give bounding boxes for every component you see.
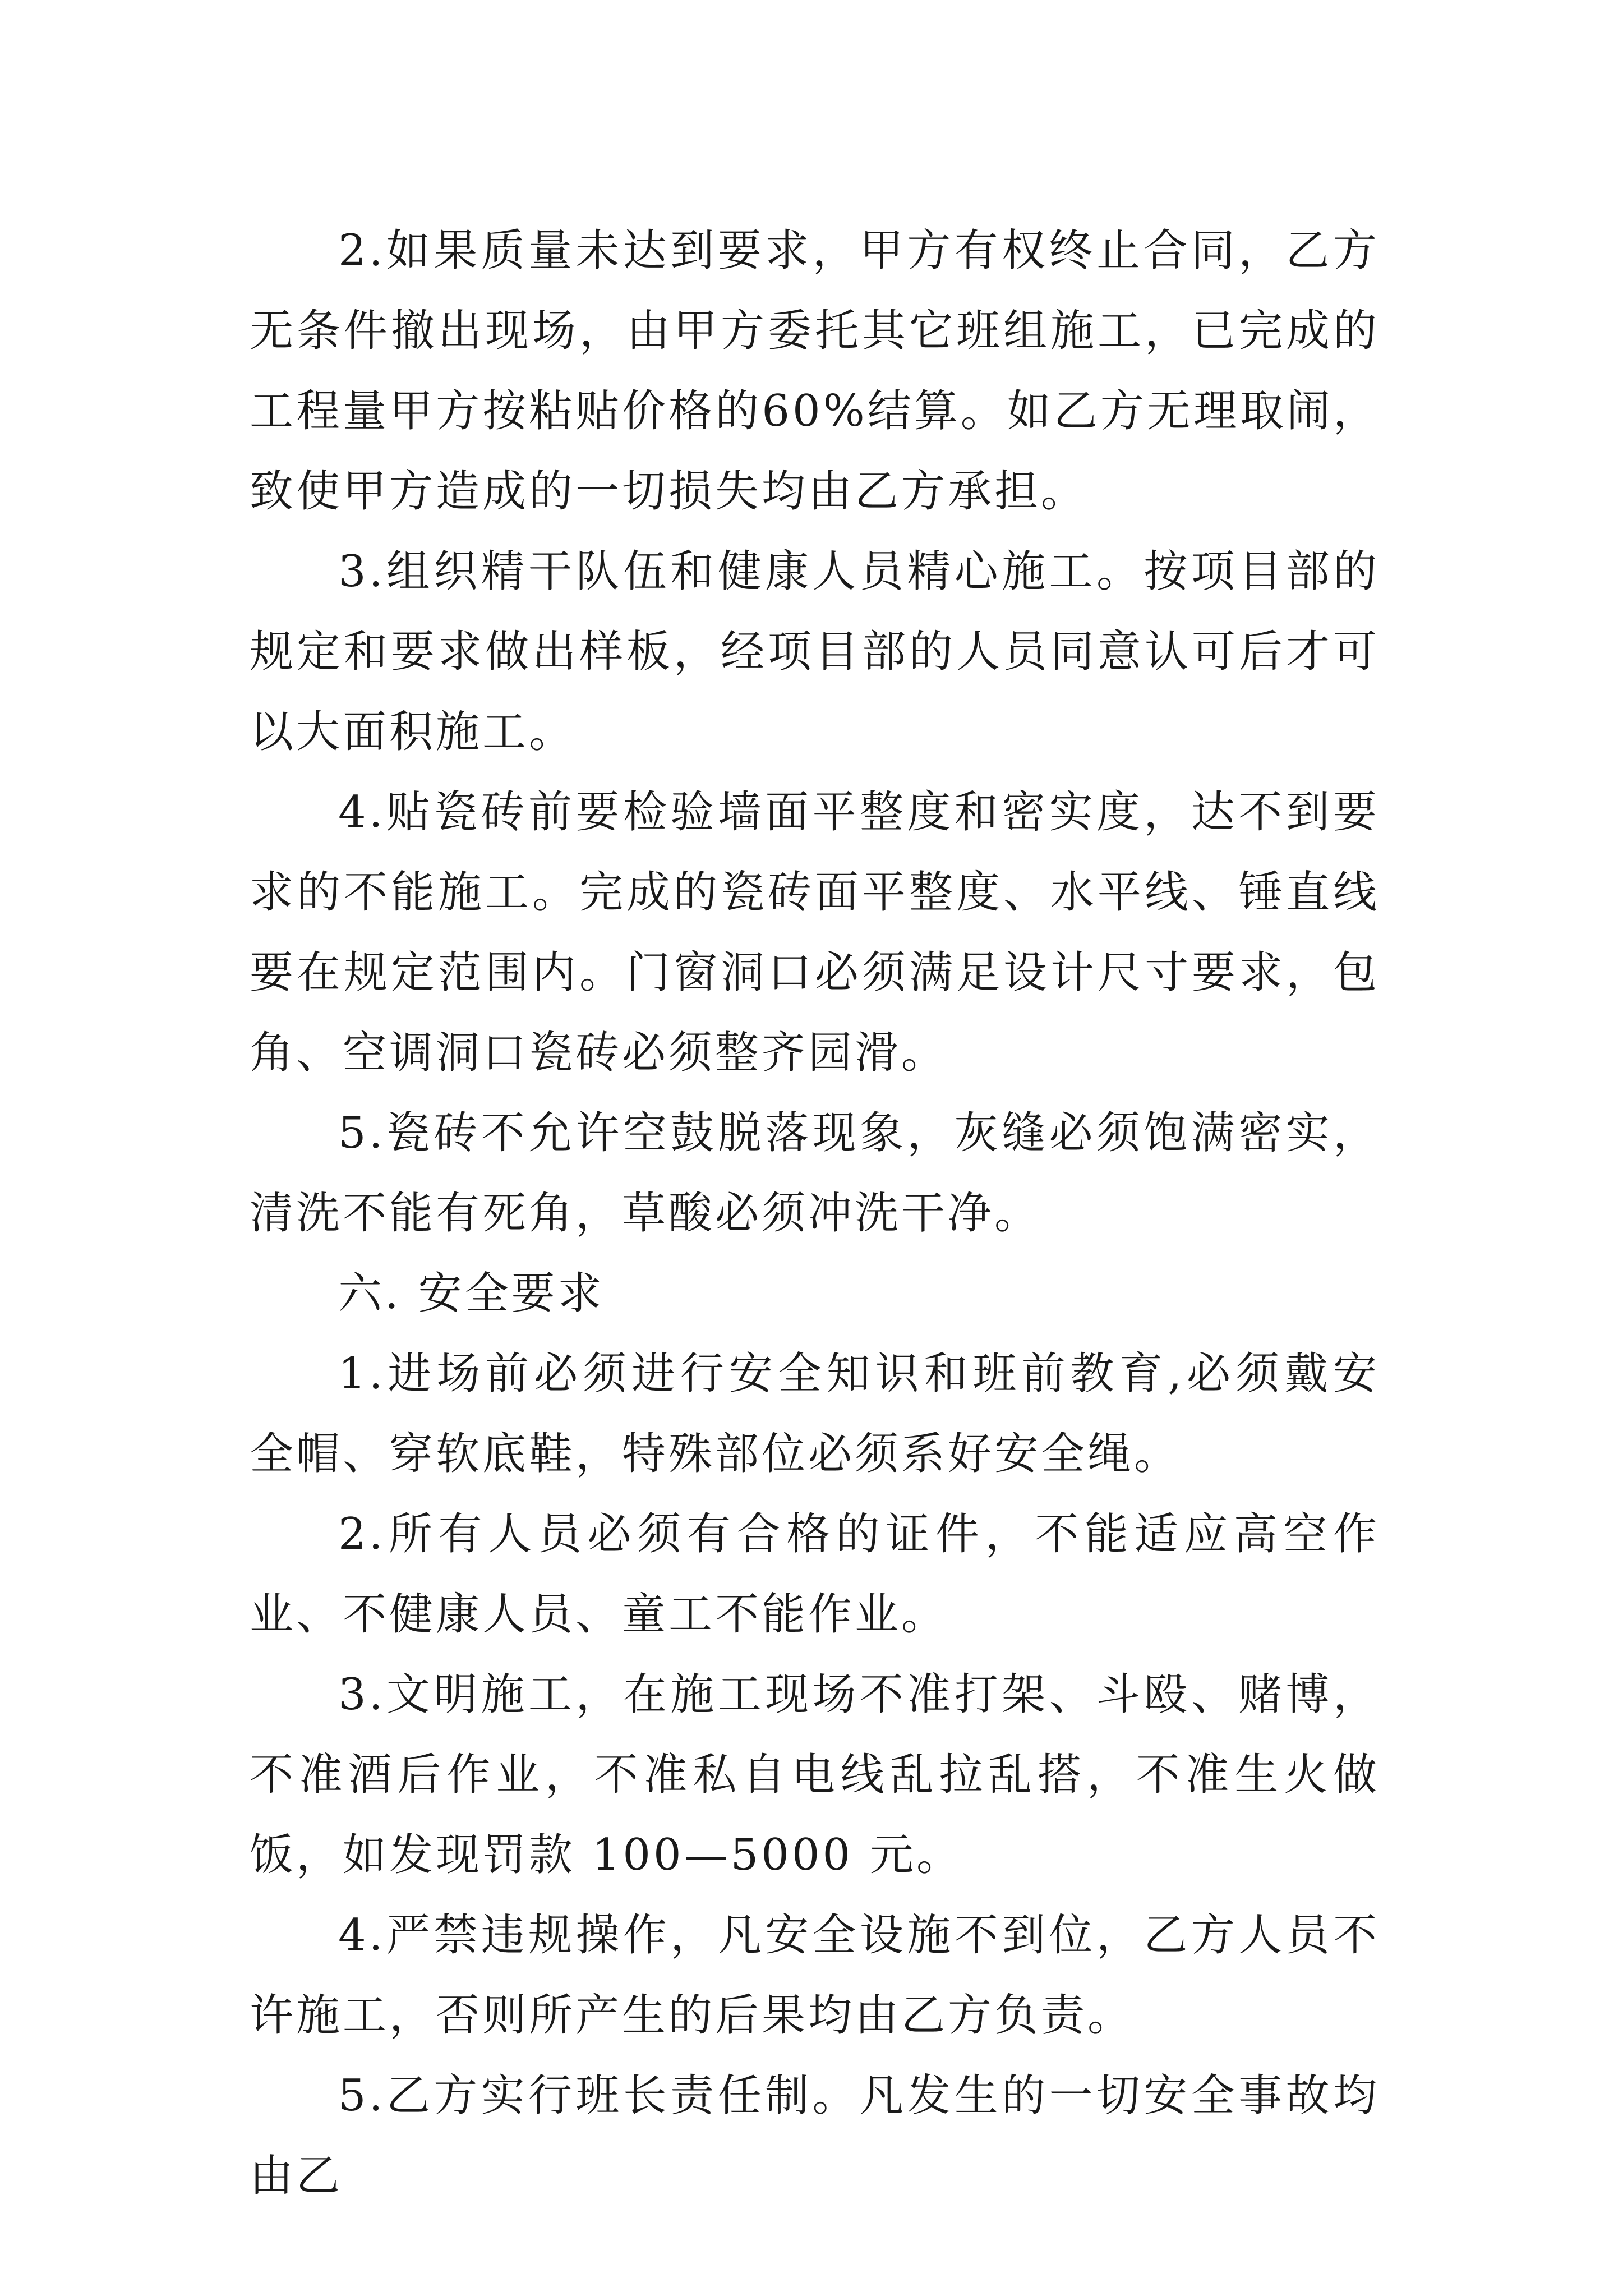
section-heading-safety: 六. 安全要求 [338, 1268, 605, 1319]
safety-item-4: 4.严禁违规操作，凡安全设施不到位，乙方人员不许施工，否则所产生的后果均由乙方负责。 [250, 1910, 1380, 2041]
paragraph-tile-quality: 5.瓷砖不允许空鼓脱落现象，灰缝必须饱满密实，清洗不能有死角，草酸必须冲洗干净。 [250, 1108, 1380, 1239]
paragraph-quality-termination: 2.如果质量未达到要求，甲方有权终止合同，乙方无条件撤出现场，由甲方委托其它班组施工，已完成的工程量甲方按粘贴价格的60%结算。如乙方无理取闹，致使甲方造成的一切损失均由乙方承担。 [250, 226, 1380, 517]
document-body [250, 211, 1380, 2216]
paragraph-tile-inspection: 4.贴瓷砖前要检验墙面平整度和密实度，达不到要求的不能施工。完成的瓷砖面平整度、水平线、锤直线要在规定范围内。门窗洞口必须满足设计尺寸要求，包角、空调洞口瓷砖必须整齐园滑。 [250, 787, 1380, 1078]
safety-item-5: 5.乙方实行班长责任制。凡发生的一切安全事故均由乙 [250, 2070, 1380, 2201]
paragraph-team-organization: 3.组织精干队伍和健康人员精心施工。按项目部的规定和要求做出样板，经项目部的人员同意认可后才可以大面积施工。 [250, 546, 1380, 757]
safety-item-3: 3.文明施工，在施工现场不准打架、斗殴、赌博，不准酒后作业，不准私自电线乱拉乱搭，不准生火做饭，如发现罚款 100—5000 元。 [250, 1669, 1380, 1880]
safety-item-2: 2.所有人员必须有合格的证件，不能适应高空作业、不健康人员、童工不能作业。 [250, 1509, 1380, 1640]
safety-item-1: 1.进场前必须进行安全知识和班前教育,必须戴安全帽、穿软底鞋，特殊部位必须系好安全绳。 [250, 1349, 1380, 1479]
